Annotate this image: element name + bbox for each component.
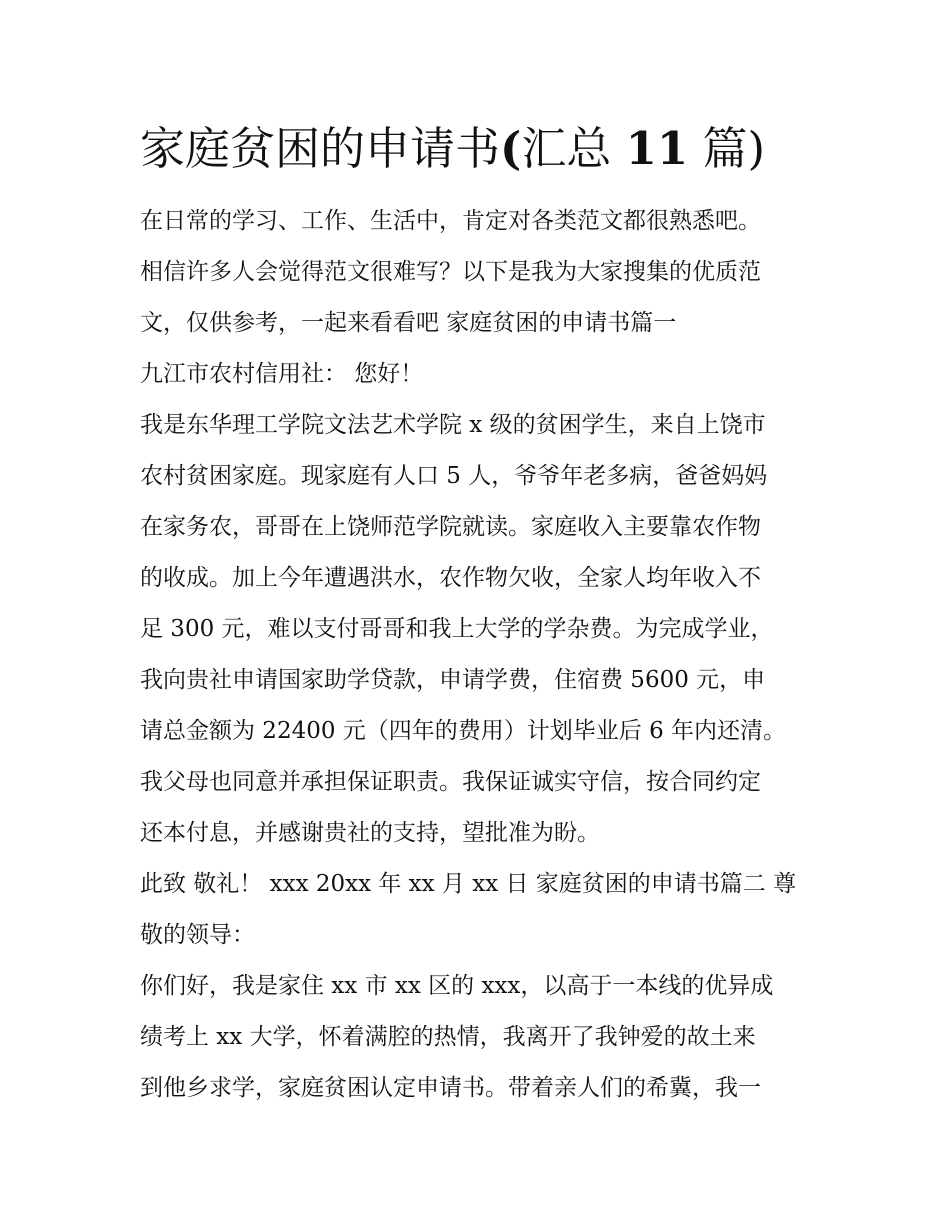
body-line: 在日常的学习、工作、生活中，肯定对各类范文都很熟悉吧。 bbox=[140, 208, 761, 234]
body-line: 我父母也同意并承担保证职责。我保证诚实守信，按合同约定 bbox=[140, 769, 761, 795]
body-line: 绩考上 xx 大学，怀着满腔的热情，我离开了我钟爱的故土来 bbox=[140, 1024, 756, 1050]
body-line: 我是东华理工学院文法艺术学院 x 级的贫困学生，来自上饶市 bbox=[140, 412, 766, 438]
document-title bbox=[140, 112, 765, 177]
body-line: 到他乡求学，家庭贫困认定申请书。带着亲人们的希冀，我一 bbox=[140, 1075, 761, 1101]
body-line: 还本付息，并感谢贵社的支持，望批准为盼。 bbox=[140, 820, 600, 846]
title-text-summary: 汇总 bbox=[521, 122, 626, 175]
body-line: 在家务农，哥哥在上饶师范学院就读。家庭收入主要靠农作物 bbox=[140, 514, 761, 540]
title-text-main: 家庭贫困的申请书 bbox=[140, 122, 501, 175]
title-text-end: 篇) bbox=[688, 122, 766, 175]
body-line: 的收成。加上今年遭遇洪水，农作物欠收，全家人均年收入不 bbox=[140, 565, 761, 591]
body-line: 农村贫困家庭。现家庭有人口 5 人，爷爷年老多病，爸爸妈妈 bbox=[140, 463, 768, 489]
body-line: 我向贵社申请国家助学贷款，申请学费，住宿费 5600 元，申 bbox=[140, 667, 766, 693]
body-line: 九江市农村信用社： 您好！ bbox=[140, 361, 424, 387]
body-line: 请总金额为 22400 元（四年的费用）计划毕业后 6 年内还清。 bbox=[140, 718, 787, 744]
body-line: 你们好，我是家住 xx 市 xx 区的 xxx，以高于一本线的优异成 bbox=[140, 973, 774, 999]
document-body bbox=[140, 196, 812, 1114]
title-count: 11 bbox=[625, 122, 689, 175]
title-open-paren: ( bbox=[500, 122, 522, 175]
body-line: 此致 敬礼！ xxx 20xx 年 xx 月 xx 日 家庭贫困的申请书篇二 尊 bbox=[140, 871, 797, 897]
body-line: 文，仅供参考，一起来看看吧 家庭贫困的申请书篇一 bbox=[140, 310, 677, 336]
body-line: 足 300 元，难以支付哥哥和我上大学的学杂费。为完成学业， bbox=[140, 616, 774, 642]
body-line: 敬的领导： bbox=[140, 922, 255, 948]
body-line: 相信许多人会觉得范文很难写？以下是我为大家搜集的优质范 bbox=[140, 259, 761, 285]
